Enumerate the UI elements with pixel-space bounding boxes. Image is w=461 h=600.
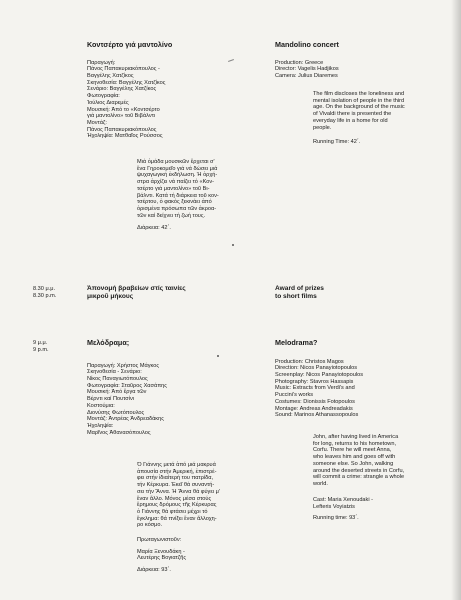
- credit-line: Πάνος Παπακυριακόπουλος -: [87, 66, 160, 73]
- synopsis-line: Corfu. There he will meet Anna,: [313, 447, 392, 454]
- film2-english-title: Melodrama?: [275, 338, 318, 347]
- synopsis-line: βάλντι. Κατά τή διάρκεια τοῦ κον-: [137, 192, 219, 199]
- synopsis-line: Ὁ Γιάννης μετά ἀπό μιά μακρυά: [137, 462, 216, 468]
- synopsis-line: John, after having lived in America: [313, 434, 399, 440]
- synopsis-line: The film discloses the loneliness and: [313, 91, 405, 97]
- credit-line: Παραγωγή: Χρήστος Μάγκος: [87, 362, 160, 369]
- credit-line: Camera: Julius Diaremes: [275, 73, 338, 79]
- credit-line: Μαρῖνος Ἀθανασόπουλος: [87, 429, 151, 436]
- awards-time-greek: 8.30 μ.μ.: [33, 286, 55, 292]
- cast-line: Cast: Maria Xenoudaki -: [313, 497, 374, 503]
- film1-greek-block: [87, 41, 247, 140]
- synopsis-line: who leaves him and goes off with: [313, 454, 396, 461]
- synopsis-line: ὁρισμένα πρόσωπα τῶν ἀκροα-: [137, 205, 217, 212]
- credit-line: Photography: Stavros Hassapis: [275, 378, 354, 385]
- synopsis-line: everyday life in a home for old: [313, 117, 388, 124]
- synopsis-line: ρο κόσμο.: [137, 522, 163, 529]
- credit-line: Puccini's works: [275, 392, 314, 399]
- print-dot: [232, 244, 234, 246]
- cast-line: Λευτέρης Βογιατζῆς: [137, 555, 187, 562]
- synopsis-line: Μιά ὁμάδα μουσικῶν ἔρχεται σ': [137, 159, 215, 165]
- synopsis-line: τσέρτου, ὁ φακός ξεκινάει ἀπό: [137, 199, 212, 206]
- film2-english-credits: [275, 359, 450, 419]
- awards-english-title: [275, 285, 324, 301]
- film2-time-english: 9 p.m.: [33, 347, 49, 353]
- synopsis-line: ἕνα Γηροκομεῖο γιά νά δώσει μιά: [137, 165, 218, 172]
- awards-greek-title-line2: μικροῦ μήκους: [87, 293, 134, 300]
- film1-english-synopsis: [313, 91, 405, 131]
- synopsis-line: ὁ Γιάννης θά φτάσει μέχρι τό: [137, 508, 208, 515]
- credit-line: Κοστούμια:: [87, 402, 115, 409]
- credit-line: Production: Greece: [275, 59, 324, 66]
- awards-english-title-line1: Award of prizes: [275, 285, 324, 292]
- credit-line: Μουσική: Ἀπό το «Κοντσέρτο: [87, 106, 160, 113]
- film2-time-greek: 9 μ.μ.: [33, 340, 48, 346]
- cast-line: Lefteris Voyiatzis: [313, 503, 355, 510]
- credit-line: Σκηνοθεσία - Σενάριο:: [87, 369, 142, 376]
- film2-english-cast: [313, 497, 373, 510]
- synopsis-line: ἔρημους δρόμους τῆς Κέρκυρας: [137, 502, 217, 509]
- awards-greek-title-line1: Ἀπονομή βραβείων στίς ταινίες: [87, 285, 186, 292]
- credit-line: Montage: Andreas Andreadakis: [275, 405, 353, 412]
- synopsis-line: τσέρτο γιά μαντολίνο» τοῦ Βι-: [137, 185, 210, 192]
- synopsis-line: around the deserted streets in Corfu,: [313, 467, 405, 474]
- film1-english-credits: [275, 60, 450, 80]
- film2-greek-cast-block: [137, 537, 186, 574]
- film2-greek-duration: Διάρκεια: 93΄.: [137, 567, 171, 574]
- film2-greek-cast: [137, 549, 186, 562]
- film1-english-block: [275, 41, 450, 80]
- synopsis-line: στρα ἀρχίζει νά παίζει τό «Κον-: [137, 179, 215, 186]
- film2-english-synopsis: [313, 434, 404, 488]
- film2-english-block: [275, 339, 450, 419]
- synopsis-line: of Vivaldi there is presented the: [313, 111, 392, 118]
- synopsis-line: ψυχαγωγική ἐκδήλωση. Ἡ ὀρχή-: [137, 172, 218, 179]
- credit-line: Διονύσης Φωτόπουλος: [87, 409, 145, 416]
- page-edge-shadow: [451, 0, 461, 600]
- synopsis-line: τήν Κέρκυρα. Ἐκεῖ θά συναντή-: [137, 482, 215, 489]
- synopsis-line: φει στήν ἰδιαίτερή του πατρίδα,: [137, 475, 214, 482]
- synopsis-line: age. On the background of the music: [313, 104, 405, 111]
- credit-line: Direction: Nicos Panayiotopoulos: [275, 365, 358, 372]
- print-dot: [217, 355, 219, 357]
- synopsis-line: ἕναν ἄλλο. Μόνος μέσα στούς: [137, 495, 212, 502]
- credit-line: Μουσική: Ἀπό ἔργα τῶν: [87, 389, 147, 396]
- credit-line: Ἠχοληψία: Ματθαῖος Ρούσσος: [87, 133, 163, 140]
- credit-line: Βαγγέλης Χατζίκος: [87, 73, 134, 79]
- credit-line: Screenplay: Nicos Panayiotopoulos: [275, 372, 363, 378]
- film1-greek-credits: [87, 60, 247, 140]
- synopsis-line: will commit a crime: strangle a whole: [313, 474, 405, 481]
- awards-greek-title: [87, 285, 186, 301]
- credit-line: Μοντάζ:: [87, 119, 107, 126]
- film2-english-cast-block: [313, 497, 373, 522]
- synopsis-line: ἀπουσία στήν Ἀμερική, ἐπιστρέ-: [137, 468, 217, 475]
- cast-line: Μαρία Ξενουδάκη -: [137, 548, 185, 555]
- credit-line: Production: Christos Magos: [275, 358, 344, 365]
- credit-line: γιά μαντολίνο» τοῦ Βιβάλντι: [87, 113, 156, 120]
- credit-line: Ἠχοληψία:: [87, 422, 114, 429]
- credit-line: Director: Vagelis Hadjikos: [275, 66, 339, 73]
- credit-line: Νίκος Παναγιωτόπουλος: [87, 376, 148, 382]
- film2-greek-cast-label: Πρωταγωνιστοῦν:: [137, 537, 182, 543]
- credit-line: Ἰούλιος Διαρεμές: [87, 99, 129, 106]
- synopsis-line: people.: [313, 124, 332, 131]
- film2-greek-credits: [87, 363, 252, 437]
- credit-line: Sound: Marinos Athanassopoulos: [275, 412, 359, 419]
- film2-greek-synopsis: [137, 462, 220, 529]
- credit-line: Πάνος Παπακυριακόπουλος: [87, 126, 157, 133]
- synopsis-line: ἔγκλημα: θά πνίξει ἕναν ἄλλοχη-: [137, 515, 217, 522]
- credit-line: Σκηνοθεσία: Βαγγέλης Χατζίκος: [87, 79, 166, 86]
- credit-line: Φωτογραφία: Σταῦρος Χασάπης: [87, 382, 167, 389]
- credit-line: Μοντάζ: Ἀντρέας Ἀνδρεαδάκης: [87, 416, 164, 423]
- awards-time-english: 8.30 p.m.: [33, 293, 57, 299]
- film1-greek-title: Κοντσέρτο γιά μαντολίνο: [87, 40, 173, 49]
- credit-line: Φωτογραφία:: [87, 93, 120, 100]
- film2-greek-block: [87, 339, 252, 436]
- synopsis-line: σει τήν Ἄννα. Ἡ Ἄννα θά φύγει μ': [137, 488, 220, 495]
- credit-line: Βέρντι καί Πουτσίνι: [87, 396, 135, 403]
- credit-line: Costumes: Dionissis Fotopoulos: [275, 398, 355, 405]
- film1-english-duration: Running Time: 42΄.: [313, 139, 361, 145]
- film2-english-duration: Running time: 93΄.: [313, 515, 359, 522]
- synopsis-line: τῶν καί δείχνει τή ζωή τους.: [137, 212, 206, 219]
- synopsis-line: mental isolation of people in the third: [313, 97, 405, 104]
- film1-english-title: Mandolino concert: [275, 40, 339, 49]
- film1-greek-duration: Διάρκεια: 42΄.: [137, 225, 171, 231]
- credit-line: Music: Extracts from Verdi's and: [275, 385, 355, 392]
- credit-line: Παραγωγή:: [87, 59, 116, 66]
- awards-english-title-line2: to short films: [275, 293, 317, 300]
- synopsis-line: for long, returns to his hometown,: [313, 440, 397, 447]
- film2-greek-title: Μελόδραμα;: [87, 338, 130, 347]
- credit-line: Σενάριο: Βαγγέλης Χατζίκος: [87, 86, 157, 93]
- film1-greek-synopsis: [137, 159, 219, 219]
- synopsis-line: someone else. So John, walking: [313, 460, 394, 467]
- synopsis-line: world.: [313, 480, 328, 487]
